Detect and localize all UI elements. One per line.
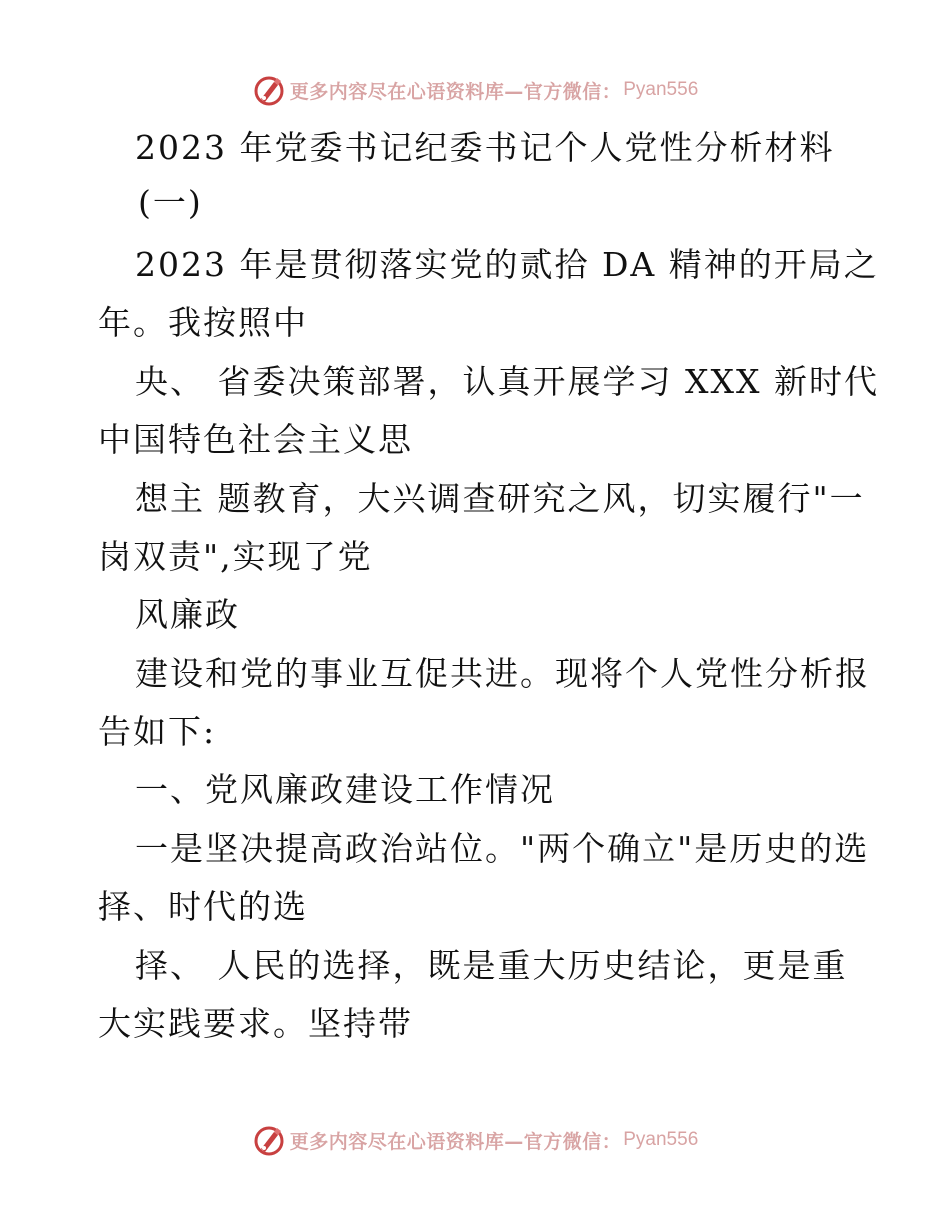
para3-line1: 想主 题教育，大兴调查研究之风，切实履行"一	[135, 479, 865, 518]
para2-line2: 中国特色社会主义思	[98, 420, 413, 459]
doc-title-line2: (一)	[138, 183, 203, 222]
para5-line2: 告如下:	[98, 712, 217, 751]
para7-line1: 择、 人民的选择，既是重大历史结论，更是重	[135, 946, 848, 985]
header-watermark	[0, 70, 950, 110]
para2-line1: 央、 省委决策部署，认真开展学习 XXX 新时代	[135, 362, 879, 401]
footer-watermark	[0, 1120, 950, 1160]
watermark-handle: Pyan556	[623, 79, 699, 100]
para6-line1: 一是坚决提高政治站位。"两个确立"是历史的选	[135, 829, 870, 868]
para1-line1: 2023 年是贯彻落实党的贰拾 DA 精神的开局之	[135, 245, 879, 284]
watermark-text: 更多内容尽在心语资料库—官方微信：	[289, 80, 622, 103]
para1-line2: 年。我按照中	[98, 303, 308, 342]
watermark-handle: Pyan556	[623, 1129, 699, 1150]
watermark-text: 更多内容尽在心语资料库—官方微信：	[289, 1130, 622, 1153]
pen-logo-icon	[252, 1123, 286, 1157]
doc-title-line1: 2023 年党委书记纪委书记个人党性分析材料	[135, 128, 835, 167]
para7-line2: 大实践要求。坚持带	[98, 1004, 413, 1043]
section-heading-1: 一、党风廉政建设工作情况	[135, 770, 555, 809]
para3-line2: 岗双责",实现了党	[98, 537, 373, 576]
para6-line2: 择、时代的选	[98, 887, 308, 926]
pen-logo-icon	[252, 73, 286, 107]
para5-line1: 建设和党的事业互促共进。现将个人党性分析报	[135, 654, 870, 693]
para4-line1: 风廉政	[135, 595, 240, 634]
